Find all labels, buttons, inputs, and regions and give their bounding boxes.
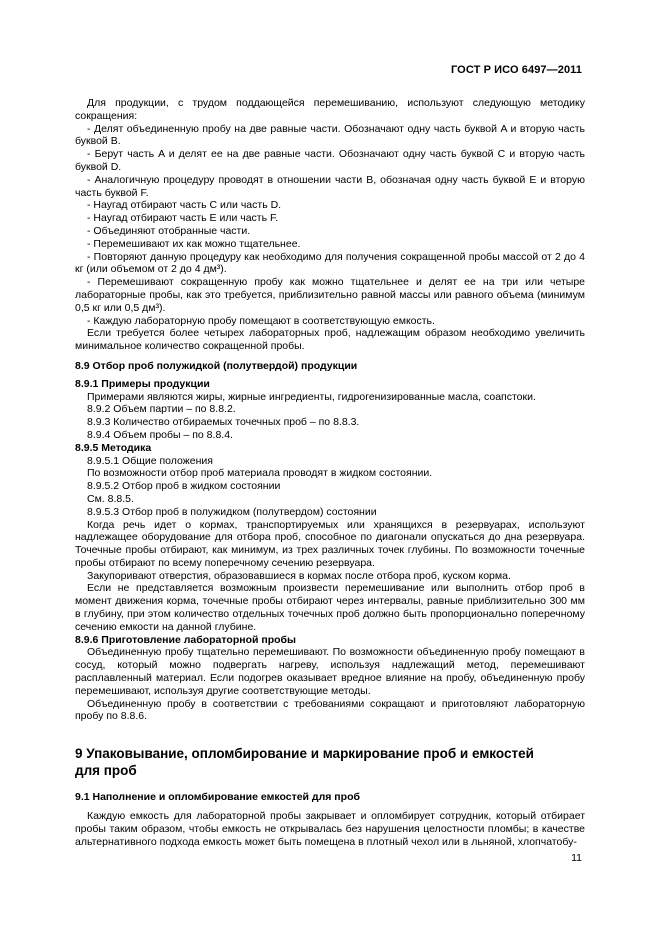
list-item: - Повторяют данную процедуру как необходимо для получения сокращенной пробы массой от 2 до 4 кг (или объемом от 2 до 4 дм³). xyxy=(75,250,585,276)
paragraph: Закупоривают отверстия, образовавшиеся в кормах после отбора проб, куском корма. xyxy=(87,569,511,582)
section-8-9-5-2: 8.9.5.2 Отбор проб в жидком состоянии xyxy=(87,480,281,493)
list-item: - Берут часть A и делят ее на две равные части. Обозначают одну часть буквой C и вторую часть буквой D. xyxy=(75,148,585,173)
paragraph: Каждую емкость для лабораторной пробы закрывает и опломбирует сотрудник, который отбирает пробы таким образом, чтобы емкость не открывалась без нарушения целостности пломбы; в качестве альтернативного подхода емкость может быть помещена в плотный чехол или в льняной, хлопчатобу- xyxy=(75,810,585,848)
document-body xyxy=(75,97,585,848)
standard-header: ГОСТ Р ИСО 6497—2011 xyxy=(450,64,582,76)
paragraph: Объединенную пробу тщательно перемешивают. По возможности объединенную пробу помещают в сосуд, который можно подвергать нагреву, используя надлежащий метод, перемешивают расплавленный материал. Если подогрев оказывает вредное влияние на пробу, объединенную пробу перемешивают, используя другие соответствующие методы. xyxy=(75,646,585,697)
list-item: - Наугад отбирают часть E или часть F. xyxy=(87,212,279,225)
section-8-9-6-heading: 8.9.6 Приготовление лабораторной пробы xyxy=(75,633,296,646)
section-9-heading-line2: для проб xyxy=(75,762,137,778)
section-8-9-5-1: 8.9.5.1 Общие положения xyxy=(87,454,213,467)
paragraph: Объединенную пробу в соответствии с требованиями сокращают и приготовляют лабораторную пробу по 8.8.6. xyxy=(75,697,585,723)
paragraph: По возможности отбор проб материала проводят в жидком состоянии. xyxy=(87,467,433,480)
paragraph: Когда речь идет о кормах, транспортируемых или хранящихся в резервуарах, используют надлежащее оборудование для отбора проб, способное по диагонали опускаться до дна резервуара. Точечные пробы отбирают, как минимум, из трех различных точек глубины. По возможности точечные пробы отбирают по всему поперечному сечению резервуара. xyxy=(75,518,585,569)
list-item: - Объединяют отобранные части. xyxy=(87,224,251,237)
paragraph: Примерами являются жиры, жирные ингредиенты, гидрогенизированные масла, соапстоки. xyxy=(87,390,536,403)
list-item: - Перемешивают сокращенную пробу как можно тщательнее и делят ее на три или четыре лабораторные пробы, как это требуется, приблизительно равной массы или равного объема (минимум 0,5 кг или 0,5 дм³). xyxy=(75,276,585,314)
section-8-9-2: 8.9.2 Объем партии – по 8.8.2. xyxy=(87,403,236,416)
section-8-9-1-heading: 8.9.1 Примеры продукции xyxy=(75,377,210,390)
paragraph: Если требуется более четырех лабораторных проб, надлежащим образом необходимо увеличить минимальное количество сокращенной пробы. xyxy=(75,327,585,353)
intro-paragraph: Для продукции, с трудом поддающейся перемешиванию, используют следующую методику сокращения: xyxy=(75,97,585,122)
list-item: - Каждую лабораторную пробу помещают в соответствующую емкость. xyxy=(87,314,435,327)
list-item: - Наугад отбирают часть C или часть D. xyxy=(87,199,282,212)
section-9-heading-line1: 9 Упаковывание, опломбирование и маркирование проб и емкостей xyxy=(75,746,534,762)
page-number: 11 xyxy=(571,852,582,864)
section-8-9-heading: 8.9 Отбор проб полужидкой (полутвердой) продукции xyxy=(75,359,358,372)
section-8-9-5-3: 8.9.5.3 Отбор проб в полужидком (полутвердом) состоянии xyxy=(87,505,377,518)
paragraph: См. 8.8.5. xyxy=(87,492,134,505)
section-8-9-3: 8.9.3 Количество отбираемых точечных проб – по 8.8.3. xyxy=(87,416,360,429)
section-9-1-heading: 9.1 Наполнение и опломбирование емкостей для проб xyxy=(75,791,360,804)
list-item: - Делят объединенную пробу на две равные части. Обозначают одну часть буквой A и вторую часть буквой B. xyxy=(75,122,585,148)
section-8-9-4: 8.9.4 Объем пробы – по 8.8.4. xyxy=(87,428,233,441)
list-item: - Аналогичную процедуру проводят в отношении части B, обозначая одну часть буквой E и вторую часть буквой F. xyxy=(75,173,585,199)
section-9-heading xyxy=(75,746,585,779)
section-8-9-5-heading: 8.9.5 Методика xyxy=(75,441,152,454)
list-item: - Перемешивают их как можно тщательнее. xyxy=(87,237,301,250)
paragraph: Если не представляется возможным произвести перемешивание или выполнить отбор проб в момент движения корма, точечные пробы отбирают через интервалы, равные приблизительно 300 мм в глубину, при этом количество отдельных точечных проб должно быть пропорционально поперечному сечению емкости на данной глубине. xyxy=(75,582,585,633)
